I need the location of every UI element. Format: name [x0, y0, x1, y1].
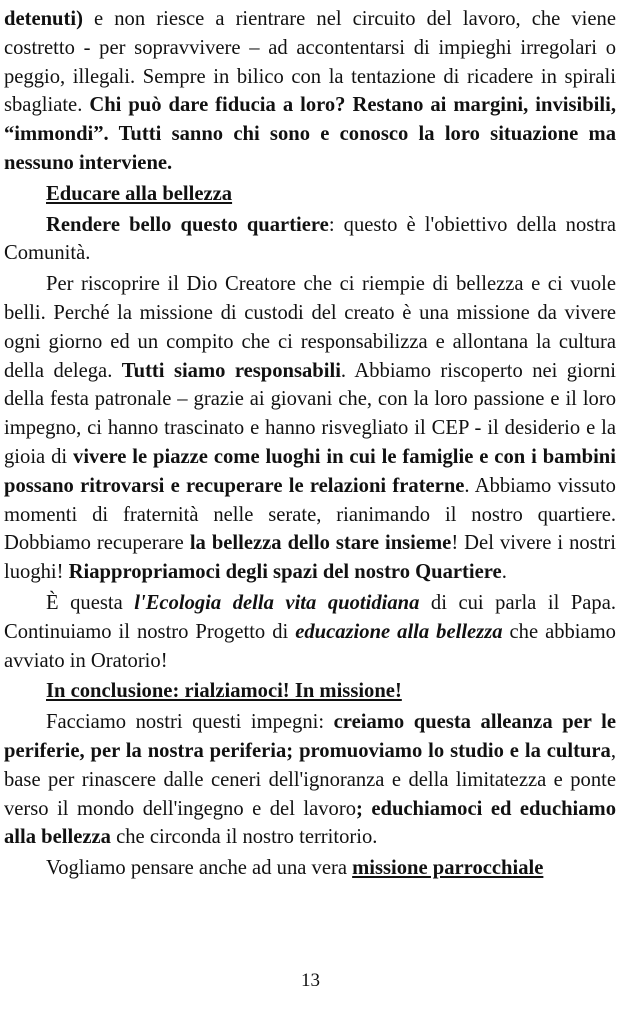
- text-run: ; educhiamoci ed educhiamo alla bellezza: [4, 797, 617, 849]
- section-heading-educare: [4, 180, 616, 209]
- text-run: Rendere bello questo quartiere: [46, 213, 329, 236]
- text-run: Chi può dare fiducia a loro? Restano ai margini, invisibili, “immondi”. Tutti sanno chi sono e conosco la loro situazione ma nessuno interviene.: [4, 94, 616, 174]
- text-run: che abbiamo avviato in Oratorio!: [4, 620, 616, 672]
- paragraph-continuation: [4, 5, 616, 178]
- text-run: creiamo questa alleanza per le periferie, per la nostra periferia; promuoviamo lo studio e la cultura: [4, 711, 616, 762]
- text-run: Riappropriamoci degli spazi del nostro Quartiere: [68, 561, 502, 584]
- text-run: È questa: [46, 591, 135, 614]
- text-run: Tutti siamo responsabili: [121, 359, 341, 382]
- text-run: Facciamo nostri questi impegni:: [46, 711, 334, 734]
- text-run: . Abbiamo riscoperto nei giorni della festa patronale – grazie ai giovani che, con la loro passione e il loro impegno, ci hanno trascinato e hanno risvegliato il CEP - il desiderio e la gioia di: [4, 359, 616, 468]
- text-run: l'Ecologia della vita quotidiana: [134, 591, 420, 614]
- text-run: : questo è l'obiettivo della nostra Comunità.: [4, 213, 616, 265]
- paragraph: [4, 270, 616, 587]
- paragraph: [4, 211, 616, 269]
- text-run: che circonda il nostro territorio.: [110, 826, 378, 849]
- heading-text: Educare alla bellezza: [46, 182, 233, 205]
- text-run: educazione alla bellezza: [295, 620, 503, 643]
- text-run: di cui parla il Papa. Continuiamo il nostro Progetto di: [4, 591, 616, 643]
- heading-text: In conclusione: rialziamoci! In missione!: [46, 680, 402, 703]
- text-run: vivere le piazze come luoghi in cui le famiglie e con i bambini possano ritrovarsi e recuperare le relazioni fraterne: [4, 445, 616, 497]
- section-heading-conclusione: [4, 677, 616, 706]
- text-run: , base per rinascere dalle ceneri dell'ignoranza e della limitatezza e ponte verso il mondo dell'ingegno e del lavoro: [4, 739, 616, 820]
- paragraph: [4, 589, 616, 675]
- text-run: . Abbiamo vissuto momenti di fraternità nelle serate, rianimando il nostro quartiere. Dobbiamo recuperare: [4, 474, 616, 555]
- paragraph: [4, 854, 616, 883]
- text-run: e non riesce a rientrare nel circuito del lavoro, che viene costretto - per sopravvivere – ad accontentarsi di impieghi irregolari o peggio, illegali. Sempre in bilico con la tentazione di ricadere in spirali sbagliate.: [4, 8, 616, 117]
- paragraph: [4, 708, 616, 852]
- text-run: Per riscoprire il Dio Creatore che ci riempie di bellezza e ci vuole belli. Perché la missione di custodi del creato è una missione da vivere ogni giorno ed un compito che ci responsabilizza e allontana la cultura della delega.: [4, 273, 616, 382]
- text-run: detenuti): [4, 8, 83, 30]
- text-run: .: [501, 561, 507, 584]
- page-number: 13: [301, 970, 320, 991]
- text-run: ! Del vivere i nostri luoghi!: [4, 532, 616, 584]
- text-run: Vogliamo pensare anche ad una vera: [46, 857, 353, 880]
- text-run: missione parrocchiale: [352, 857, 544, 880]
- text-run: la bellezza dello stare insieme: [189, 532, 452, 555]
- page-body: [4, 3, 616, 883]
